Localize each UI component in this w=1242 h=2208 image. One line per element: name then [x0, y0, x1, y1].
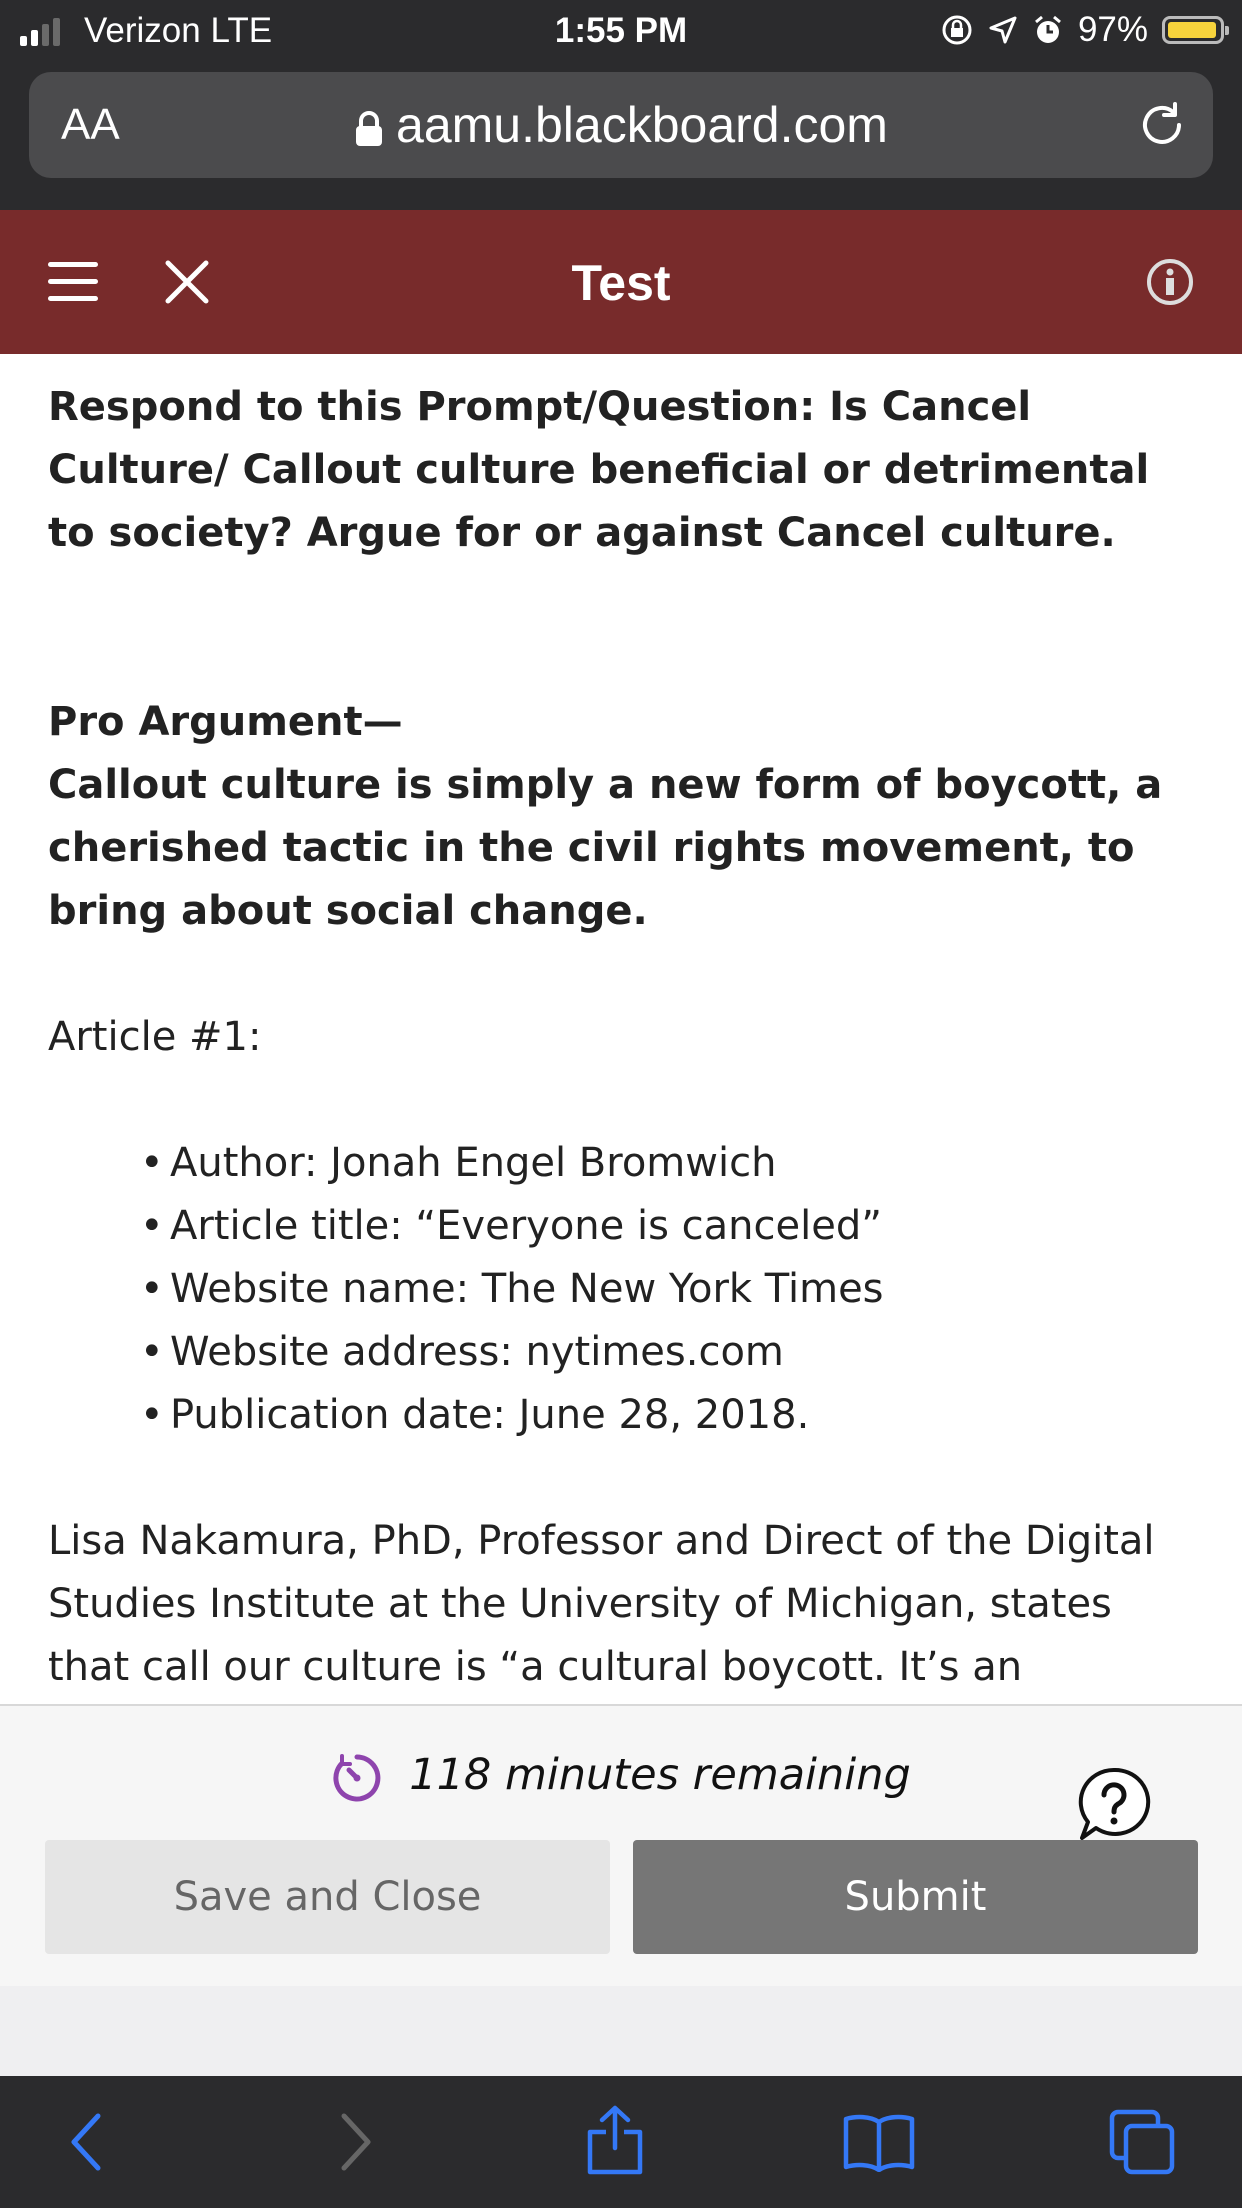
- list-item: • Website name: The New York Times: [140, 1258, 1198, 1321]
- address-bar[interactable]: [29, 72, 1213, 178]
- page-bottom-spacer: [0, 1986, 1242, 2076]
- pro-argument-heading: Pro Argument—: [48, 699, 403, 745]
- lock-icon: [354, 110, 384, 148]
- browser-toolbar: [0, 2076, 1242, 2208]
- submit-button[interactable]: Submit: [633, 1840, 1198, 1954]
- timer-icon: [331, 1752, 383, 1804]
- status-bar: [0, 0, 1242, 62]
- battery-percent: 97%: [1077, 10, 1148, 49]
- alarm-icon: [1032, 14, 1064, 46]
- question-content: [48, 376, 1198, 1762]
- back-icon[interactable]: [66, 2110, 106, 2174]
- page-title: Test: [571, 255, 671, 311]
- list-item: • Author: Jonah Engel Bromwich: [140, 1132, 1198, 1195]
- timer: [0, 1750, 1242, 1804]
- timer-text: 118 minutes remaining: [409, 1750, 911, 1800]
- status-time: 1:55 PM: [554, 11, 688, 50]
- save-and-close-button[interactable]: Save and Close: [45, 1840, 610, 1954]
- help-icon[interactable]: [1076, 1766, 1152, 1842]
- info-icon[interactable]: [1146, 258, 1194, 306]
- forward-icon[interactable]: [336, 2110, 376, 2174]
- test-header: [0, 210, 1242, 354]
- bookmarks-icon[interactable]: [842, 2112, 916, 2172]
- list-item: • Article title: “Everyone is canceled”: [140, 1195, 1198, 1258]
- body-paragraph: Lisa Nakamura, PhD, Professor and Direct of the Digital Studies Institute at the University of Michigan, states that call our culture is “a cultural boycott. It’s an: [48, 1518, 1155, 1690]
- location-arrow-icon: [988, 15, 1018, 45]
- text-size-button[interactable]: AA: [61, 100, 120, 149]
- status-icons: [940, 10, 1224, 50]
- reload-icon[interactable]: [1135, 98, 1189, 152]
- battery-icon: [1162, 16, 1224, 44]
- question-prompt: Respond to this Prompt/Question: Is Cancel Culture/ Callout culture beneficial or detrimental to society? Argue for or against Cancel culture.: [48, 384, 1150, 556]
- list-item: • Website address: nytimes.com: [140, 1321, 1198, 1384]
- pro-argument-text: Callout culture is simply a new form of boycott, a cherished tactic in the civil rights movement, to bring about social change.: [48, 762, 1163, 934]
- rotation-lock-icon: [940, 13, 974, 47]
- test-action-bar: [0, 1704, 1242, 1986]
- list-item: • Publication date: June 28, 2018.: [140, 1384, 1198, 1447]
- article-label: Article #1:: [48, 1014, 262, 1060]
- article-details-list: [48, 1132, 1198, 1447]
- url-text: aamu.blackboard.com: [396, 97, 888, 153]
- browser-top-bar: [0, 62, 1242, 210]
- carrier-label: Verizon LTE: [84, 11, 273, 50]
- share-icon[interactable]: [584, 2104, 646, 2176]
- url-field[interactable]: [29, 96, 1213, 154]
- tabs-icon[interactable]: [1108, 2108, 1176, 2176]
